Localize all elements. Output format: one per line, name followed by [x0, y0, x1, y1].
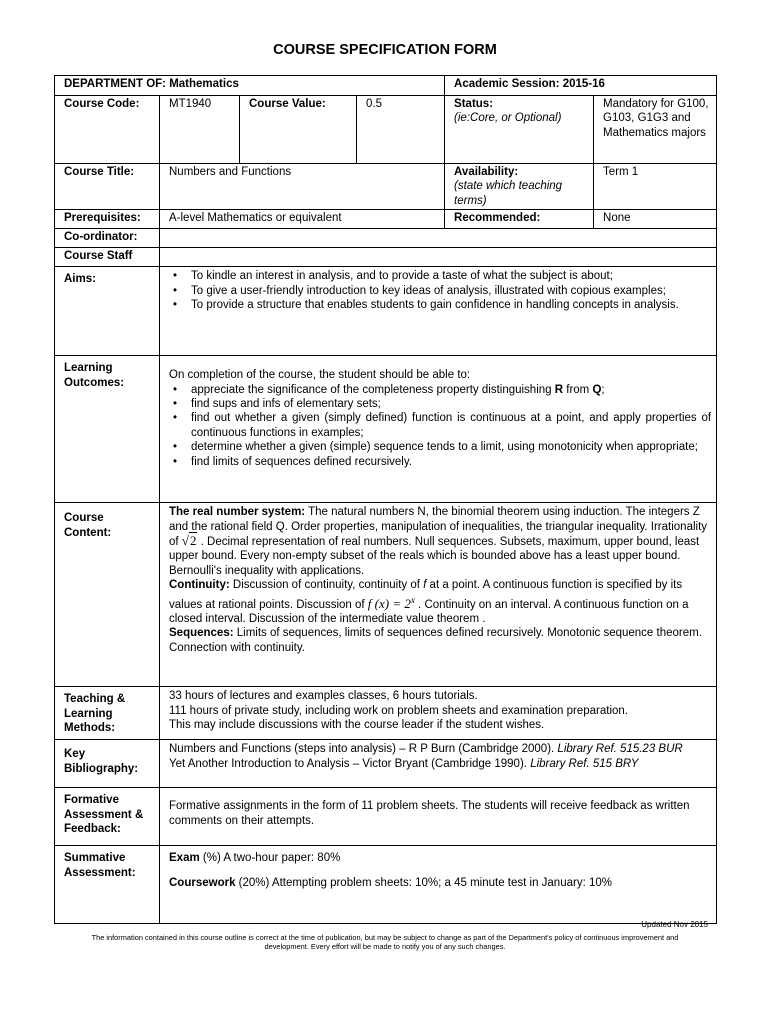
exam-label: Exam	[169, 852, 200, 865]
outcomes-item: • find limits of sequences defined recursively.	[169, 455, 711, 469]
bibliography-ref: Library Ref. 515 BRY	[530, 757, 639, 770]
course-code-label: Course Code:	[55, 96, 160, 164]
status-hint: (ie:Core, or Optional)	[454, 112, 562, 125]
outcome-symbol-q: Q	[592, 383, 602, 396]
learning-outcomes-label: Learning Outcomes:	[55, 356, 160, 503]
course-value-value: 0.5	[357, 96, 445, 164]
recommended-label: Recommended:	[445, 210, 594, 229]
department-cell: DEPARTMENT OF: Mathematics	[55, 76, 445, 96]
course-staff-row	[55, 248, 717, 267]
content-text: The natural numbers N, the binomial theorem using induction. The integers Z and the rational field Q. Order properties, manipulation of inequalities, the triangular inequality. Irrationality of	[169, 506, 708, 549]
course-title-row	[55, 164, 717, 210]
course-spec-table	[54, 75, 717, 924]
outcome-text: from	[563, 383, 593, 396]
aims-item: • To provide a structure that enables students to gain confidence in handling concepts in analysis.	[169, 298, 711, 312]
aims-content	[160, 267, 717, 356]
course-code-value: MT1940	[160, 96, 240, 164]
disclaimer-note	[0, 933, 770, 951]
coursework-label: Coursework	[169, 876, 236, 889]
summative-exam	[169, 851, 711, 865]
content-heading: Sequences:	[169, 627, 234, 640]
teaching-methods-row	[55, 687, 717, 740]
bibliography-content	[160, 740, 717, 788]
content-text: at a point. A continuous function is specified by its values at rational points. Discussion of	[169, 579, 683, 611]
teaching-methods-label: Teaching & Learning Methods:	[55, 687, 160, 740]
exam-text: (%) A two-hour paper: 80%	[199, 852, 341, 865]
teaching-line: 111 hours of private study, including work on problem sheets and examination preparation.	[169, 704, 628, 717]
course-title-label: Course Title:	[55, 164, 160, 210]
coordinator-row	[55, 229, 717, 248]
outcome-text: appreciate the significance of the completeness property distinguishing	[191, 383, 555, 396]
course-value-label: Course Value:	[240, 96, 357, 164]
coordinator-label: Co-ordinator:	[55, 229, 160, 248]
session-cell: Academic Session: 2015-16	[445, 76, 717, 96]
formative-row	[55, 788, 717, 846]
updated-note: Updated Nov 2015	[641, 920, 708, 929]
bibliography-text: Numbers and Functions (steps into analysis) – R P Burn (Cambridge 2000).	[169, 743, 558, 756]
status-label: Status:	[454, 98, 494, 110]
prerequisites-label: Prerequisites:	[55, 210, 160, 229]
course-staff-value	[160, 248, 717, 267]
bibliography-label: Key Bibliography:	[55, 740, 160, 788]
teaching-methods-content	[160, 687, 717, 740]
content-sequences	[169, 626, 711, 655]
content-f: f	[423, 579, 427, 592]
status-value: Mandatory for G100, G103, G1G3 and Mathematics majors	[594, 96, 717, 164]
aims-row	[55, 267, 717, 356]
course-content-row	[55, 503, 717, 687]
prerequisites-row	[55, 210, 717, 229]
bibliography-entry	[169, 742, 711, 756]
outcomes-item	[169, 383, 711, 397]
content-text: Discussion of continuity, continuity of	[229, 579, 424, 592]
content-text: . Continuity on an interval. A continuous function on a closed interval. Discussion of the intermediate value theorem .	[169, 598, 689, 625]
course-content-label: Course Content:	[55, 503, 160, 687]
availability-label-cell	[445, 164, 594, 210]
outcome-text: ;	[601, 383, 605, 396]
form-title: COURSE SPECIFICATION FORM	[273, 42, 497, 58]
header-row	[55, 76, 717, 96]
course-content-body	[160, 503, 717, 687]
aims-label: Aims:	[55, 267, 160, 356]
sqrt-argument: 2	[189, 533, 197, 549]
status-label-cell	[445, 96, 594, 164]
content-heading: The real number system:	[169, 506, 306, 519]
content-heading: Continuity:	[169, 579, 230, 592]
recommended-value: None	[594, 210, 717, 229]
outcomes-item: • find out whether a given (simply defined) function is continuous at a point, and apply properties of continuous functions in examples;	[169, 411, 711, 440]
availability-hint: (state which teaching terms)	[454, 180, 563, 207]
coursework-text: (20%) Attempting problem sheets: 10%; a 45 minute test in January: 10%	[235, 876, 612, 889]
outcomes-list	[169, 383, 711, 469]
bibliography-row	[55, 740, 717, 788]
teaching-line: This may include discussions with the course leader if the student wishes.	[169, 719, 545, 732]
summative-coursework	[169, 876, 711, 890]
bibliography-entry	[169, 757, 711, 771]
content-real-numbers	[169, 505, 711, 578]
content-continuity	[169, 578, 711, 626]
learning-outcomes-row	[55, 356, 717, 503]
learning-outcomes-content	[160, 356, 717, 503]
outcomes-item: • find sups and infs of elementary sets;	[169, 397, 711, 411]
aims-list	[169, 269, 711, 312]
outcomes-intro: On completion of the course, the student should be able to:	[169, 369, 471, 382]
disclaimer-text: The information contained in this course outline is correct at the time of publication, but may be subject to change as part of the Department's policy of continuous improvement and development. Every effort will be made to notify you of any such changes.	[91, 933, 679, 951]
summative-content	[160, 846, 717, 924]
formative-content: Formative assignments in the form of 11 problem sheets. The students will receive feedback as written comments on their attempts.	[160, 788, 717, 846]
aims-item: • To kindle an interest in analysis, and to provide a taste of what the subject is about;	[169, 269, 711, 283]
prerequisites-value: A-level Mathematics or equivalent	[160, 210, 445, 229]
content-text: Limits of sequences, limits of sequences defined recursively. Monotonic sequence theorem. Connection with continuity.	[169, 627, 702, 654]
bibliography-text: Yet Another Introduction to Analysis – Victor Bryant (Cambridge 1990).	[169, 757, 531, 770]
coordinator-value	[160, 229, 717, 248]
teaching-line: 33 hours of lectures and examples classes, 6 hours tutorials.	[169, 690, 478, 703]
formative-label: Formative Assessment & Feedback:	[55, 788, 160, 846]
sqrt-formula: √2	[181, 533, 197, 549]
bibliography-ref: Library Ref. 515.23 BUR	[557, 743, 683, 756]
availability-value: Term 1	[594, 164, 717, 210]
summative-label: Summative Assessment:	[55, 846, 160, 924]
formula-exponent: x	[410, 594, 415, 605]
course-title-value: Numbers and Functions	[160, 164, 445, 210]
aims-item: • To give a user-friendly introduction to key ideas of analysis, illustrated with copious examples;	[169, 284, 711, 298]
course-staff-label: Course Staff	[55, 248, 160, 267]
outcomes-item: • determine whether a given (simple) sequence tends to a limit, using monotonicity when appropriate;	[169, 440, 711, 454]
summative-row	[55, 846, 717, 924]
outcome-symbol-r: R	[554, 383, 564, 396]
availability-label: Availability:	[454, 166, 519, 178]
course-code-row	[55, 96, 717, 164]
formula: f (x) = 2	[367, 595, 411, 611]
content-text: . Decimal representation of real numbers. Null sequences. Subsets, maximum, upper bound, least upper bound. Every non-empty subset of the reals which is bounded above has a least upper bound. Bernoulli's inequality with applications.	[169, 536, 700, 577]
